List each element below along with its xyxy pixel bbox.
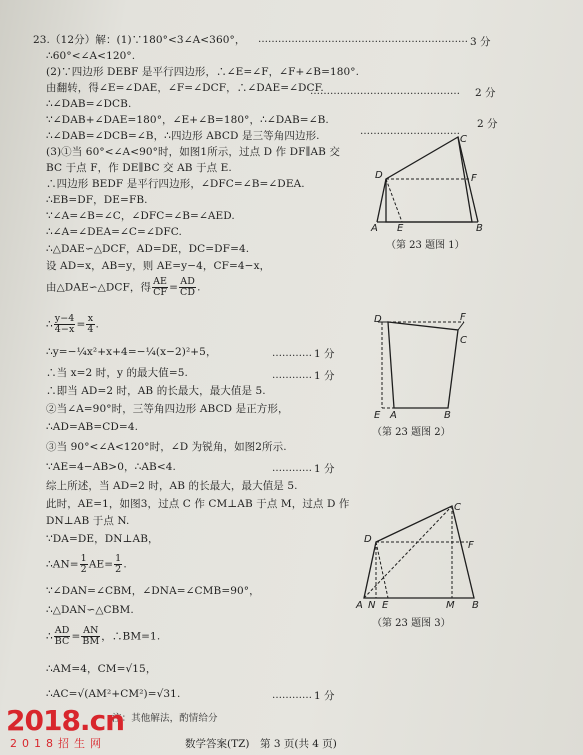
fraction-line <box>46 626 160 647</box>
numerator: AD <box>54 625 70 636</box>
svg-text:M: M <box>446 600 455 611</box>
fraction-line <box>46 314 99 335</box>
text-line: ∵AE=4−AB>0，∴AB<4. <box>46 461 176 473</box>
svg-text:F: F <box>471 173 477 184</box>
fraction <box>81 626 100 647</box>
svg-text:C: C <box>454 502 461 513</box>
svg-text:E: E <box>397 223 404 234</box>
text-line: ∵∠DAB+∠DAE=180°，∠E+∠B=180°，∴∠DAB=∠B. <box>46 114 329 126</box>
figure-3 <box>354 498 489 614</box>
text: . <box>95 318 99 331</box>
text-line: ∴EB=DF，DE=FB. <box>46 194 148 206</box>
numerator: 1 <box>80 553 87 564</box>
text-line: ②当∠A=90°时，三等角四边形 ABCD 是正方形， <box>46 403 289 415</box>
text-line: 由翻转，得∠E=∠DAE，∠F=∠DCF，∴∠DAE=∠DCF. <box>46 82 324 94</box>
score-leader: ……………………………………………………… <box>258 34 468 45</box>
site-logo: 2018.cn <box>6 704 125 737</box>
numerator: y−4 <box>54 313 75 324</box>
score-badge: 1 分 <box>314 690 335 702</box>
svg-text:A: A <box>356 600 363 611</box>
svg-text:B: B <box>444 410 451 421</box>
denominator: 2 <box>80 564 87 575</box>
text-line: ∴AM=4，CM=√15， <box>46 663 157 675</box>
score-badge: 2 分 <box>477 118 498 130</box>
text-line: 此时，AE=1，如图3，过点 C 作 CM⊥AB 于点 M，过点 D 作 <box>46 498 350 510</box>
equals: = <box>71 630 81 643</box>
svg-text:A: A <box>390 410 397 421</box>
svg-text:C: C <box>460 134 467 145</box>
score-badge: 1 分 <box>314 348 335 360</box>
text-line: ∴△DAN∽△CBM. <box>46 604 134 616</box>
text-line: ∴y=−¼x²+x+4=−¼(x−2)²+5， <box>46 346 217 358</box>
figure-1-diagram <box>372 132 502 232</box>
numerator: AE <box>153 276 168 287</box>
text-line: ∴AC=√(AM²+CM²)=√31. <box>46 688 181 700</box>
score-leader: ………… <box>272 370 312 381</box>
line-23-header: 23.（12分）解：(1)∵180°<3∠A<360°， <box>33 34 246 46</box>
svg-text:E: E <box>374 410 381 421</box>
text-line: ∴60°<∠A<120°. <box>46 50 136 62</box>
denominator: CF <box>153 287 168 298</box>
text: ，∴BM=1. <box>101 630 161 643</box>
figure-3-diagram <box>354 498 489 610</box>
score-leader: ………………………… <box>360 126 460 137</box>
score-leader: ……………………………………… <box>310 86 460 97</box>
text: ∴AN= <box>46 558 79 571</box>
numerator: 1 <box>115 553 122 564</box>
score-leader: ………… <box>272 690 312 701</box>
text: . <box>123 558 127 571</box>
text-line: 设 AD=x，AB=y，则 AE=y−4，CF=4−x， <box>46 260 271 272</box>
text-line: ∴∠A=∠DEA=∠C=∠DFC. <box>46 226 182 238</box>
fraction-line <box>46 554 127 575</box>
denominator: 2 <box>115 564 122 575</box>
figure-3-caption: （第 23 题图 3） <box>372 618 451 629</box>
denominator: 4−x <box>54 324 75 335</box>
text: AE= <box>88 558 114 571</box>
fraction <box>179 277 196 298</box>
svg-text:E: E <box>382 600 389 611</box>
score-badge: 1 分 <box>314 370 335 382</box>
text-line: ∴∠DAB=∠DCB. <box>46 98 132 110</box>
figure-1 <box>372 132 502 236</box>
site-logo-subtitle: 2018招生网 <box>10 737 106 750</box>
denominator: CD <box>180 287 196 298</box>
text-line: (2)∵四边形 DEBF 是平行四边形，∴∠E=∠F，∠F+∠B=180°. <box>46 66 360 78</box>
denominator: BC <box>54 636 70 647</box>
svg-text:B: B <box>476 223 483 234</box>
footnote: 注：其他解法，酌情给分 <box>112 713 218 724</box>
fraction <box>80 554 88 575</box>
text-line: ∵∠DAN=∠CBM，∠DNA=∠CMB=90°， <box>46 585 260 597</box>
text: ∴ <box>46 630 53 643</box>
equals: = <box>76 318 86 331</box>
score-badge: 3 分 <box>470 36 491 48</box>
svg-text:B: B <box>472 600 479 611</box>
score-badge: 1 分 <box>314 463 335 475</box>
svg-text:D: D <box>364 534 372 545</box>
text-line: (3)①当 60°<∠A<90°时，如图1所示，过点 D 作 DF∥AB 交 <box>46 146 341 158</box>
svg-text:A: A <box>371 223 378 234</box>
text-line: ∴∠DAB=∠DCB=∠B，∴四边形 ABCD 是三等角四边形. <box>46 130 320 142</box>
score-leader: ………… <box>272 348 312 359</box>
text-line: ∴四边形 BEDF 是平行四边形，∠DFC=∠B=∠DEA. <box>46 178 305 190</box>
text-line: ∴即当 AD=2 时，AB 的长最大，最大值是 5. <box>46 385 266 397</box>
equals: = <box>169 281 179 294</box>
figure-2-diagram <box>368 310 488 421</box>
svg-text:D: D <box>375 170 383 181</box>
text-line: ∵∠A=∠B=∠C，∠DFC=∠B=∠AED. <box>46 210 235 222</box>
svg-text:D: D <box>374 314 382 325</box>
text: ∴ <box>46 318 53 331</box>
svg-text:C: C <box>460 335 467 346</box>
numerator: AN <box>83 625 99 636</box>
text-line: ③当 90°<∠A<120°时，∠D 为锐角，如图2所示. <box>46 441 287 453</box>
text-line: DN⊥AB 于点 N. <box>46 515 130 527</box>
svg-text:N: N <box>368 600 376 611</box>
text: 由△DAE∽△DCF，得 <box>46 281 152 294</box>
denominator: BM <box>82 636 100 647</box>
figure-1-caption: （第 23 题图 1） <box>386 240 465 251</box>
fraction <box>114 554 122 575</box>
fraction <box>54 626 71 647</box>
text-line: 综上所述，当 AD=2 时，AB 的长最大，最大值是 5. <box>46 480 298 492</box>
fraction <box>152 277 168 298</box>
denominator: 4 <box>87 324 94 335</box>
fraction <box>86 314 94 335</box>
score-leader: ………… <box>272 463 312 474</box>
page-footer: 数学答案(TZ) 第 3 页(共 4 页) <box>185 738 337 750</box>
svg-text:F: F <box>468 540 474 551</box>
text: . <box>197 281 201 294</box>
figure-2-caption: （第 23 题图 2） <box>372 427 451 438</box>
text-line: ∴△DAE∽△DCF，AD=DE，DC=DF=4. <box>46 243 250 255</box>
numerator: x <box>87 313 94 324</box>
score-badge: 2 分 <box>475 87 496 99</box>
numerator: AD <box>180 276 195 287</box>
text-line: ∴当 x=2 时，y 的最大值=5. <box>46 367 188 379</box>
fraction <box>54 314 76 335</box>
svg-text:F: F <box>460 312 466 323</box>
text-line: BC 于点 F，作 DE∥BC 交 AB 于点 E. <box>46 162 232 174</box>
figure-2 <box>368 310 488 421</box>
fraction-line <box>46 277 201 298</box>
text-line: ∵DA=DE，DN⊥AB， <box>46 533 159 545</box>
text-line: ∴AD=AB=CD=4. <box>46 421 139 433</box>
